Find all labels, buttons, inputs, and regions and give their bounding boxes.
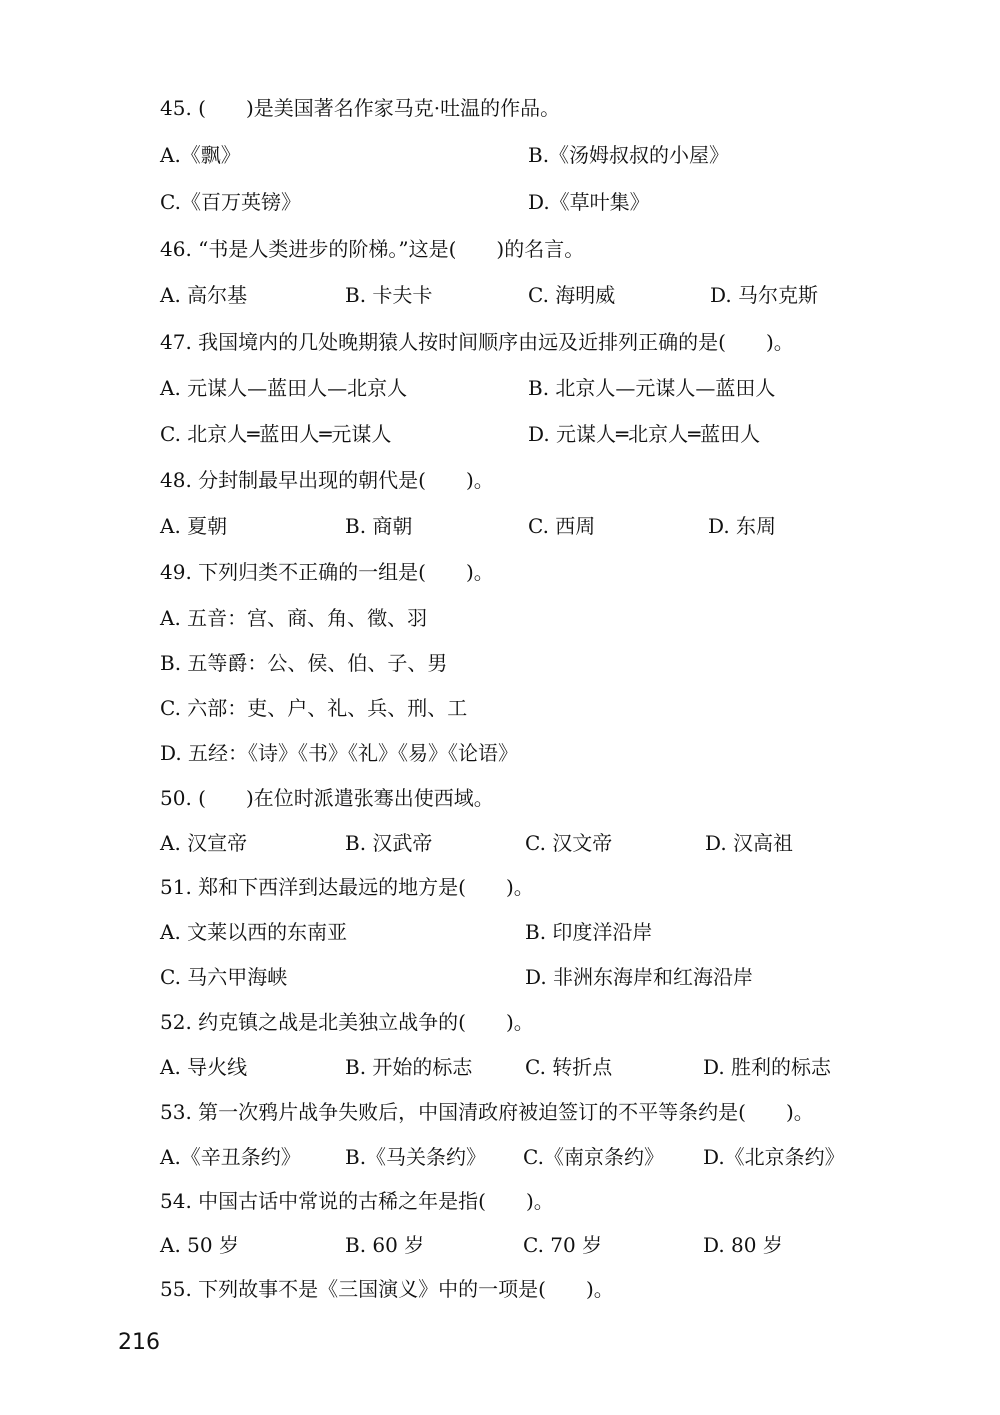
option-b: B.《马关条约》 xyxy=(345,1145,487,1169)
option-c: C. 转折点 xyxy=(525,1055,613,1079)
option-b: B. 卡夫卡 xyxy=(345,283,433,307)
option-d: D. 80 岁 xyxy=(703,1233,783,1257)
option-d: D.《草叶集》 xyxy=(528,190,650,214)
option-d: D. 汉高祖 xyxy=(705,831,794,855)
question-52-stem: 52. 约克镇之战是北美独立战争的( )。 xyxy=(160,1010,534,1034)
question-47-stem: 47. 我国境内的几处晚期猿人按时间顺序由远及近排列正确的是( )。 xyxy=(160,330,794,354)
option-a: A. 文莱以西的东南亚 xyxy=(160,920,348,944)
question-45-stem: 45. ( )是美国著名作家马克·吐温的作品。 xyxy=(160,96,561,120)
question-55-stem: 55. 下列故事不是《三国演义》中的一项是( )。 xyxy=(160,1277,614,1301)
option-c: C. 北京人═蓝田人═元谋人 xyxy=(160,422,392,446)
question-53-stem: 53. 第一次鸦片战争失败后，中国清政府被迫签订的不平等条约是( )。 xyxy=(160,1100,814,1124)
option-d: D. 元谋人═北京人═蓝田人 xyxy=(528,422,761,446)
option-a: A. 导火线 xyxy=(160,1055,248,1079)
option-b: B. 商朝 xyxy=(345,514,413,538)
question-49-option-a: A. 五音：宫、商、角、徵、羽 xyxy=(160,606,428,630)
question-49-option-b: B. 五等爵：公、侯、伯、子、男 xyxy=(160,651,448,675)
option-b: B. 开始的标志 xyxy=(345,1055,473,1079)
question-50-stem: 50. ( )在位时派遣张骞出使西域。 xyxy=(160,786,494,810)
option-c: C. 海明威 xyxy=(528,283,616,307)
option-c: C. 汉文帝 xyxy=(525,831,613,855)
option-d: D. 胜利的标志 xyxy=(703,1055,832,1079)
option-c: C.《南京条约》 xyxy=(523,1145,664,1169)
question-48-stem: 48. 分封制最早出现的朝代是( )。 xyxy=(160,468,494,492)
question-49-option-c: C. 六部：吏、户、礼、兵、刑、工 xyxy=(160,696,468,720)
option-a: A. 50 岁 xyxy=(160,1233,239,1257)
option-d: D. 非洲东海岸和红海沿岸 xyxy=(525,965,754,989)
option-b: B. 印度洋沿岸 xyxy=(525,920,653,944)
question-49-option-d: D. 五经：《诗》《书》《礼》《易》《论语》 xyxy=(160,741,519,765)
option-c: C. 西周 xyxy=(528,514,596,538)
option-a: A. 元谋人—蓝田人—北京人 xyxy=(160,376,408,400)
option-a: A. 高尔基 xyxy=(160,283,248,307)
option-b: B.《汤姆叔叔的小屋》 xyxy=(528,143,730,167)
option-c: C. 马六甲海峡 xyxy=(160,965,288,989)
option-c: C.《百万英镑》 xyxy=(160,190,301,214)
option-a: A.《辛丑条约》 xyxy=(160,1145,301,1169)
option-b: B. 北京人—元谋人—蓝田人 xyxy=(528,376,776,400)
option-b: B. 汉武帝 xyxy=(345,831,433,855)
option-a: A. 夏朝 xyxy=(160,514,228,538)
question-46-stem: 46. “书是人类进步的阶梯。”这是( )的名言。 xyxy=(160,237,585,261)
option-a: A. 汉宣帝 xyxy=(160,831,248,855)
question-54-stem: 54. 中国古话中常说的古稀之年是指( )。 xyxy=(160,1189,554,1213)
option-a: A.《飘》 xyxy=(160,143,241,167)
option-d: D. 马尔克斯 xyxy=(710,283,819,307)
question-49-stem: 49. 下列归类不正确的一组是( )。 xyxy=(160,560,494,584)
option-b: B. 60 岁 xyxy=(345,1233,425,1257)
option-d: D. 东周 xyxy=(708,514,777,538)
question-51-stem: 51. 郑和下西洋到达最远的地方是( )。 xyxy=(160,875,534,899)
page-number: 216 xyxy=(118,1330,160,1355)
option-c: C. 70 岁 xyxy=(523,1233,603,1257)
option-d: D.《北京条约》 xyxy=(703,1145,845,1169)
